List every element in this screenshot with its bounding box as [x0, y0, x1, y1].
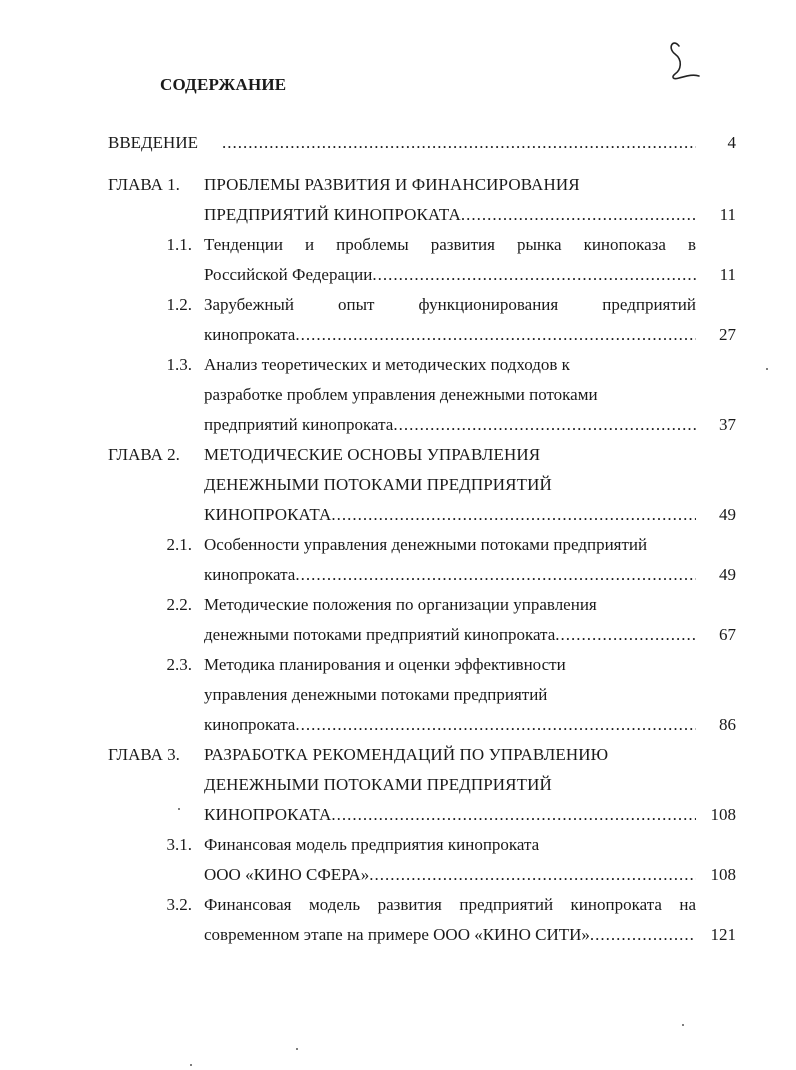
toc-chapter-1: [0, 170, 796, 200]
section-number: 2.3.: [166, 655, 192, 674]
section-title-line: ООО «КИНО СФЕРА»: [204, 865, 370, 884]
section-number: 3.1.: [166, 835, 192, 854]
toc-section-3-1: [0, 830, 796, 860]
toc-section-2-2: [0, 590, 796, 620]
section-title-line: Анализ теоретических и методических подходов к: [204, 355, 570, 374]
section-title-line: разработке проблем управления денежными потоками: [204, 385, 598, 404]
toc-page-number: 67: [719, 625, 736, 644]
toc-section-2-3: [0, 650, 796, 680]
toc-chapter-3: [0, 740, 796, 770]
toc-chapter-2: [0, 440, 796, 470]
dot-leader: [369, 860, 696, 890]
section-title-line: Тенденции и проблемы развития рынка кинопоказа в: [204, 235, 696, 254]
chapter-number: ГЛАВА 1.: [108, 175, 180, 194]
section-title-line: Финансовая модель предприятия кинопроката: [204, 835, 540, 854]
handwritten-page-number: [665, 36, 705, 82]
section-title-line: Методика планирования и оценки эффективности: [204, 655, 566, 674]
section-number: 1.2.: [166, 295, 192, 314]
toc-section-1-1: [0, 230, 796, 260]
scan-speck: [178, 808, 180, 810]
toc-page-number: 37: [719, 415, 736, 434]
dot-leader: [393, 410, 696, 440]
toc-section-1-3: [0, 350, 796, 380]
section-title-line: предприятий кинопроката: [204, 415, 394, 434]
dot-leader: [295, 560, 696, 590]
scan-speck: [766, 368, 768, 370]
section-title-line: современном этапе на примере ООО «КИНО СИТИ»: [204, 925, 590, 944]
section-title-line: Зарубежный опыт функционирования предприятий: [204, 295, 696, 314]
toc-page-number: 4: [727, 133, 736, 152]
chapter-title-line: ДЕНЕЖНЫМИ ПОТОКАМИ ПРЕДПРИЯТИЙ: [204, 475, 552, 494]
toc-page-number: 11: [719, 265, 736, 284]
table-of-contents: [0, 128, 796, 950]
scan-speck: [682, 1024, 684, 1026]
chapter-title-line: КИНОПРОКАТА: [204, 805, 332, 824]
chapter-title-line: ПРЕДПРИЯТИЙ КИНОПРОКАТА: [204, 205, 461, 224]
dot-leader: [461, 200, 696, 230]
toc-page-number: 49: [719, 565, 736, 584]
toc-section-2-1: [0, 530, 796, 560]
toc-page-number: 108: [710, 805, 736, 824]
chapter-title-line: ДЕНЕЖНЫМИ ПОТОКАМИ ПРЕДПРИЯТИЙ: [204, 775, 552, 794]
toc-page-number: 108: [710, 865, 736, 884]
toc-page-number: 49: [719, 505, 736, 524]
toc-page-number: 27: [719, 325, 736, 344]
section-title-line: Российской Федерации: [204, 265, 373, 284]
section-number: 2.1.: [166, 535, 192, 554]
section-title-line: Финансовая модель развития предприятий кинопроката на: [204, 895, 696, 914]
section-title-line: кинопроката: [204, 325, 296, 344]
dot-leader: [372, 260, 696, 290]
section-number: 1.3.: [166, 355, 192, 374]
toc-section-1-2: [0, 290, 796, 320]
section-title-line: кинопроката: [204, 715, 296, 734]
scan-speck: [190, 1064, 192, 1066]
section-number: 1.1.: [166, 235, 192, 254]
section-title-line: кинопроката: [204, 565, 296, 584]
dot-leader: [295, 320, 696, 350]
section-title-line: управления денежными потоками предприятий: [204, 685, 548, 704]
chapter-title-line: МЕТОДИЧЕСКИЕ ОСНОВЫ УПРАВЛЕНИЯ: [204, 445, 541, 464]
section-title-line: Методические положения по организации управления: [204, 595, 597, 614]
dot-leader: [331, 800, 696, 830]
dot-leader: [222, 128, 696, 158]
dot-leader: [295, 710, 696, 740]
chapter-title-line: ПРОБЛЕМЫ РАЗВИТИЯ И ФИНАНСИРОВАНИЯ: [204, 175, 580, 194]
toc-entry-introduction: [0, 128, 796, 158]
chapter-title-line: КИНОПРОКАТА: [204, 505, 332, 524]
dot-leader: [331, 500, 696, 530]
toc-page-number: 86: [719, 715, 736, 734]
section-title-line: Особенности управления денежными потоками предприятий: [204, 535, 648, 554]
dot-leader: [555, 620, 696, 650]
section-title-line: денежными потоками предприятий кинопроката: [204, 625, 556, 644]
dot-leader: [590, 920, 696, 950]
toc-page-number: 11: [719, 205, 736, 224]
chapter-title-line: РАЗРАБОТКА РЕКОМЕНДАЦИЙ ПО УПРАВЛЕНИЮ: [204, 745, 609, 764]
chapter-number: ГЛАВА 2.: [108, 445, 180, 464]
toc-entry-label: ВВЕДЕНИЕ: [108, 133, 198, 152]
toc-section-3-2: [0, 890, 796, 920]
toc-title: СОДЕРЖАНИЕ: [160, 75, 287, 94]
chapter-number: ГЛАВА 3.: [108, 745, 180, 764]
section-number: 2.2.: [166, 595, 192, 614]
section-number: 3.2.: [166, 895, 192, 914]
toc-page-number: 121: [710, 925, 736, 944]
scan-speck: [296, 1048, 298, 1050]
